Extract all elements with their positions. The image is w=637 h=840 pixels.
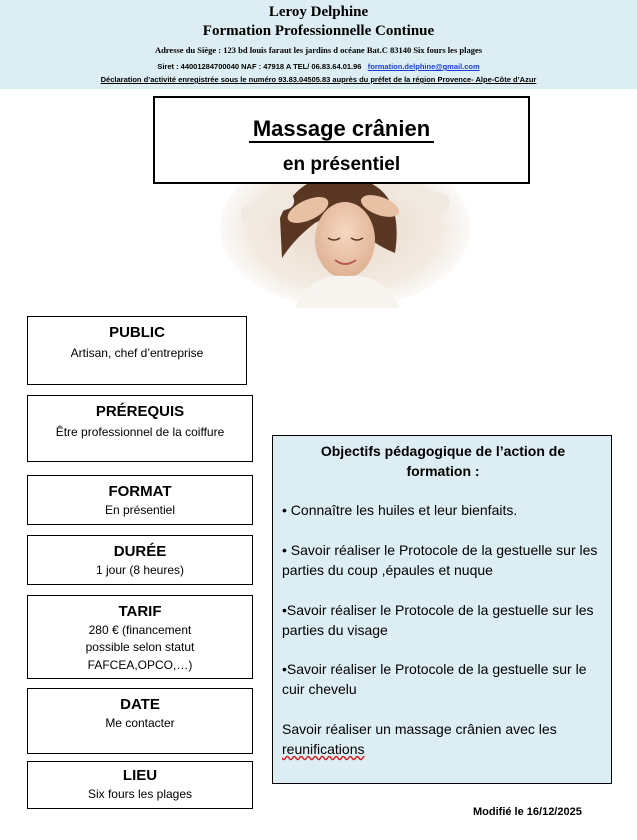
info-label: DURÉE [113,543,167,560]
course-title: Massage crânien [155,116,528,142]
objective-item: •Savoir réaliser le Protocole de la gestuelle sur le cuir chevelu [282,661,587,698]
objectives-box [272,435,612,784]
info-box-format [27,475,253,525]
info-box-price [27,595,253,679]
info-value: Être professionnel de la coiffure [55,425,225,439]
info-box-date [27,688,253,754]
info-label: FORMAT [108,483,172,500]
headquarters-address: Adresse du Siège : 123 bd louis faraut les jardins d océane Bat.C 83140 Six fours les plages [154,45,483,55]
siret-text: Siret : 44001284700040 NAF : 47918 A TEL/ 06.83.64.01.96 [157,62,362,71]
info-value: En présentiel [104,503,176,517]
header-banner [0,0,637,89]
price-line: FAFCEA,OPCO,…) [87,657,193,672]
price-line: 280 € (financement [88,623,192,637]
info-value: Six fours les plages [87,787,193,801]
info-value [28,622,252,674]
objective-misspelled-word: reunifications [282,741,365,758]
info-value: 1 jour (8 heures) [95,563,185,577]
siret-line [0,62,637,71]
info-label: DATE [120,696,160,713]
info-label: PRÉREQUIS [95,403,185,420]
objective-text: Savoir réaliser un massage crânien avec les [282,721,557,737]
info-label: LIEU [122,767,158,784]
info-box-location [27,761,253,809]
info-value: Me contacter [105,716,175,730]
email-link[interactable]: formation.delphine@gmail.com [367,62,480,71]
modified-date: Modifié le 16/12/2025 [473,806,582,818]
info-label: TARIF [118,603,162,620]
course-subtitle: en présentiel [282,154,401,175]
declaration-line: Déclaration d’activité enregistrée sous le numéro 93.83.04505.83 auprès du préfet de la région Provence- Alpe-Côte d’Azur [100,75,537,84]
info-box-duration [27,535,253,585]
info-box-prerequisites [27,395,253,462]
objective-item: •Savoir réaliser le Protocole de la gestuelle sur les parties du visage [282,602,594,639]
objective-item-last [282,719,607,760]
info-value: Artisan, chef d’entreprise [70,346,204,360]
objectives-title: Objectifs pédagogique de l’action de formation : [320,443,566,480]
course-title-box [153,96,530,184]
trainer-name: Leroy Delphine [268,4,369,20]
objective-item: • Connaître les huiles et leur bienfaits. [282,502,518,518]
info-label: PUBLIC [109,324,165,341]
objective-item: • Savoir réaliser le Protocole de la gestuelle sur les parties du coup ,épaules et nuque [282,542,598,579]
info-box-public [27,316,247,385]
organization-subtitle: Formation Professionnelle Continue [202,23,435,39]
price-line: possible selon statut [85,640,195,655]
